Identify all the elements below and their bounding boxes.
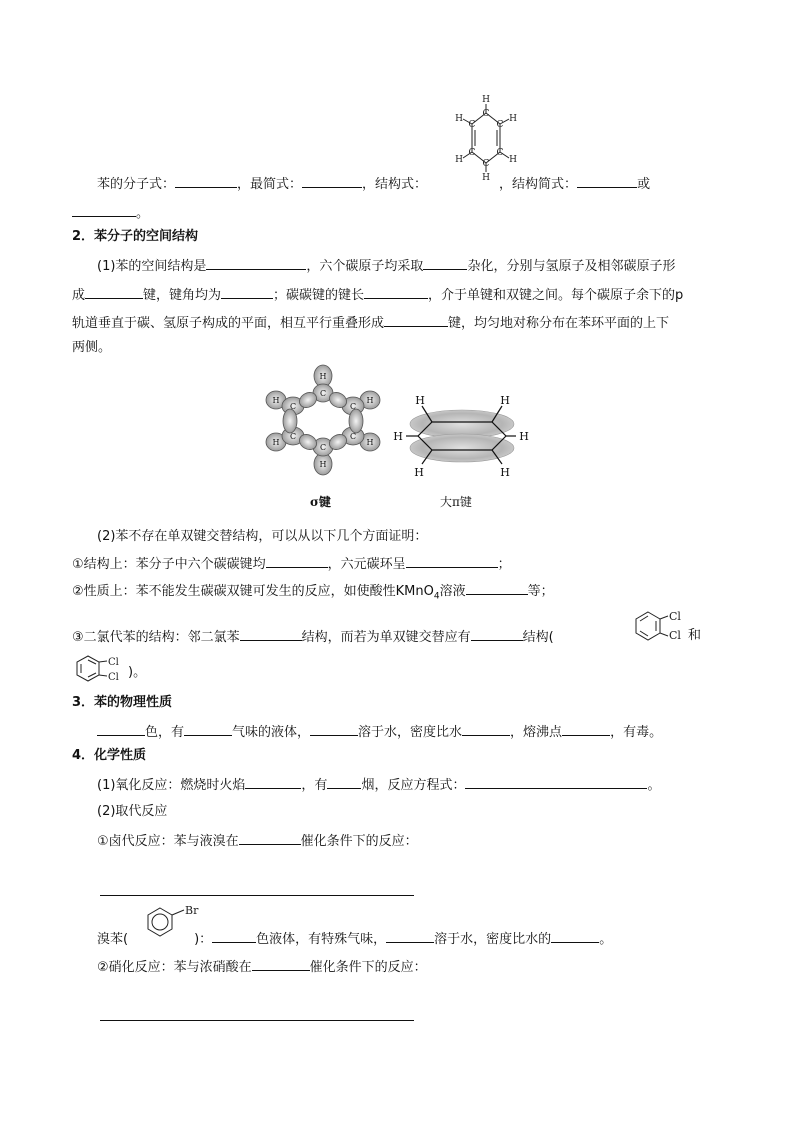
cl-label: Cl bbox=[108, 657, 119, 668]
atom-c: C bbox=[319, 443, 327, 452]
atom-h: H bbox=[455, 114, 463, 124]
paragraph bbox=[72, 626, 554, 648]
answer-blank[interactable] bbox=[239, 830, 301, 845]
answer-blank[interactable] bbox=[364, 284, 428, 299]
paragraph bbox=[97, 721, 662, 743]
text: 键，均匀地对称分布在苯环平面的上下 bbox=[448, 316, 670, 331]
answer-blank[interactable] bbox=[466, 580, 528, 595]
pi-bond-label: 大π键 bbox=[440, 495, 472, 509]
text: 轨道垂直于碳、氢原子构成的平面，相互平行重叠形成 bbox=[72, 316, 385, 331]
answer-blank[interactable] bbox=[465, 774, 647, 789]
cl-label: Cl bbox=[669, 610, 681, 623]
section-3-heading bbox=[72, 693, 172, 713]
atom-h: H bbox=[414, 466, 424, 479]
text: 两侧。 bbox=[72, 340, 112, 355]
text: ②性质上：苯不能发生碳碳双键可发生的反应，如使酸性KMnO bbox=[72, 584, 434, 599]
text: ，有 bbox=[301, 778, 328, 793]
answer-blank[interactable] bbox=[551, 928, 599, 943]
text: ，最简式： bbox=[237, 177, 303, 192]
cl-label: Cl bbox=[669, 629, 681, 642]
atom-h: H bbox=[509, 155, 517, 165]
text: (1)氧化反应：燃烧时火焰 bbox=[97, 778, 246, 793]
atom-h: H bbox=[366, 396, 374, 405]
text: (1)苯的空间结构是 bbox=[97, 259, 207, 274]
answer-blank[interactable] bbox=[423, 255, 467, 270]
text: 杂化，分别与氢原子及相邻碳原子形 bbox=[467, 259, 676, 274]
answer-blank[interactable] bbox=[245, 774, 301, 789]
atom-h: H bbox=[366, 438, 374, 447]
section-4-heading bbox=[72, 746, 146, 766]
section-number: 2． bbox=[72, 229, 95, 244]
text: 色，有 bbox=[145, 725, 185, 740]
section-title: 化学性质 bbox=[94, 748, 147, 763]
section-number: 4． bbox=[72, 748, 95, 763]
ortho-dichlorobenzene-alt-structure bbox=[72, 653, 130, 689]
answer-blank[interactable] bbox=[212, 928, 256, 943]
answer-blank[interactable] bbox=[252, 956, 310, 971]
answer-blank[interactable] bbox=[72, 202, 136, 217]
atom-c: C bbox=[289, 432, 297, 441]
atom-c: C bbox=[349, 402, 357, 411]
answer-blank[interactable] bbox=[562, 721, 610, 736]
atom-h: H bbox=[272, 396, 280, 405]
paragraph bbox=[97, 802, 167, 822]
text: ②硝化反应：苯与浓硝酸在 bbox=[97, 960, 252, 975]
text: )。 bbox=[128, 665, 147, 680]
text: 溶于水，密度比水 bbox=[358, 725, 463, 740]
text: (2)苯不存在单双键交替结构，可以从以下几个方面证明： bbox=[97, 529, 428, 544]
atom-c: C bbox=[349, 432, 357, 441]
text: )： bbox=[194, 932, 213, 947]
text: 成 bbox=[72, 288, 86, 303]
ortho-dichlorobenzene-structure bbox=[626, 608, 686, 652]
atom-h: H bbox=[482, 95, 490, 105]
paragraph bbox=[72, 580, 554, 607]
text: 溶液 bbox=[439, 584, 466, 599]
atom-h: H bbox=[272, 438, 280, 447]
paragraph bbox=[97, 255, 675, 277]
paragraph bbox=[97, 527, 427, 547]
atom-h: H bbox=[519, 430, 529, 443]
text: ，结构式： bbox=[362, 177, 428, 192]
text: 或 bbox=[637, 177, 651, 192]
text: ，有毒。 bbox=[610, 725, 663, 740]
pi-bond-figure bbox=[388, 386, 536, 482]
atom-c: C bbox=[482, 159, 490, 169]
text: ；碳碳键的键长 bbox=[273, 288, 365, 303]
text: ，六个碳原子均采取 bbox=[306, 259, 424, 274]
answer-blank[interactable] bbox=[386, 928, 434, 943]
text: 结构( bbox=[522, 630, 554, 645]
answer-blank[interactable] bbox=[85, 284, 143, 299]
answer-blank[interactable] bbox=[577, 173, 637, 188]
paragraph bbox=[97, 774, 660, 796]
text: ①结构上：苯分子中六个碳碳键均 bbox=[72, 557, 266, 572]
sigma-bond-label: σ键 bbox=[310, 495, 331, 509]
paragraph bbox=[72, 284, 683, 306]
answer-blank[interactable] bbox=[240, 626, 302, 641]
cl-label: Cl bbox=[108, 672, 119, 683]
text: 。 bbox=[136, 206, 150, 221]
text: (2)取代反应 bbox=[97, 804, 168, 819]
text: ，六元碳环呈 bbox=[327, 557, 406, 572]
atom-h: H bbox=[482, 173, 490, 183]
text: ； bbox=[497, 557, 511, 572]
sigma-bond-figure bbox=[262, 362, 384, 480]
text: ，结构简式： bbox=[499, 177, 578, 192]
paragraph bbox=[97, 956, 427, 978]
atom-h: H bbox=[500, 466, 510, 479]
paragraph bbox=[72, 553, 511, 575]
answer-blank[interactable] bbox=[384, 312, 448, 327]
text: 和 bbox=[688, 628, 702, 643]
text: ，介于单键和双键之间。每个碳原子余下的p bbox=[428, 288, 684, 303]
section-2-heading bbox=[72, 227, 198, 247]
answer-blank[interactable] bbox=[310, 721, 358, 736]
text: ③二氯代苯的结构：邻二氯苯 bbox=[72, 630, 240, 645]
atom-c: C bbox=[482, 109, 490, 119]
answer-line[interactable] bbox=[100, 1020, 414, 1021]
text: 溶于水，密度比水的 bbox=[434, 932, 552, 947]
text: 苯的分子式： bbox=[97, 177, 176, 192]
answer-blank[interactable] bbox=[97, 721, 145, 736]
text: 溴苯( bbox=[97, 932, 129, 947]
answer-blank[interactable] bbox=[302, 173, 362, 188]
atom-c: C bbox=[319, 389, 327, 398]
atom-c: C bbox=[496, 148, 504, 158]
text: 催化条件下的反应： bbox=[300, 834, 418, 849]
atom-h: H bbox=[500, 394, 510, 407]
text: 催化条件下的反应： bbox=[309, 960, 427, 975]
text: 烟，反应方程式： bbox=[361, 778, 466, 793]
answer-blank[interactable] bbox=[406, 553, 498, 568]
subscript: 4 bbox=[433, 591, 440, 602]
answer-blank[interactable] bbox=[206, 255, 306, 270]
section-title: 苯分子的空间结构 bbox=[94, 229, 199, 244]
answer-blank[interactable] bbox=[266, 553, 328, 568]
atom-h: H bbox=[415, 394, 425, 407]
atom-h: H bbox=[455, 155, 463, 165]
atom-c: C bbox=[468, 148, 476, 158]
atom-c: C bbox=[496, 120, 504, 130]
answer-blank[interactable] bbox=[471, 626, 523, 641]
section-number: 3． bbox=[72, 695, 95, 710]
text: 色液体，有特殊气味， bbox=[256, 932, 387, 947]
formula-line-2 bbox=[72, 202, 149, 224]
answer-blank[interactable] bbox=[184, 721, 232, 736]
answer-blank[interactable] bbox=[327, 774, 361, 789]
answer-blank[interactable] bbox=[221, 284, 273, 299]
text: ①卤代反应：苯与液溴在 bbox=[97, 834, 239, 849]
atom-h: H bbox=[319, 372, 327, 381]
paragraph bbox=[72, 312, 669, 334]
atom-h: H bbox=[393, 430, 403, 443]
answer-blank[interactable] bbox=[175, 173, 237, 188]
text: 等； bbox=[527, 584, 554, 599]
text: 结构，而若为单双键交替应有 bbox=[301, 630, 471, 645]
text: 键，键角均为 bbox=[143, 288, 222, 303]
paragraph bbox=[97, 830, 418, 852]
br-label: Br bbox=[185, 904, 199, 917]
paragraph bbox=[72, 338, 111, 358]
text: 。 bbox=[647, 778, 661, 793]
text: ，熔沸点 bbox=[510, 725, 563, 740]
atom-c: C bbox=[289, 402, 297, 411]
atom-c: C bbox=[468, 120, 476, 130]
text: 。 bbox=[599, 932, 613, 947]
section-title: 苯的物理性质 bbox=[94, 695, 173, 710]
answer-blank[interactable] bbox=[462, 721, 510, 736]
atom-h: H bbox=[319, 460, 327, 469]
formula-line bbox=[97, 173, 650, 195]
paragraph bbox=[97, 928, 612, 950]
atom-h: H bbox=[509, 114, 517, 124]
answer-line[interactable] bbox=[100, 895, 414, 896]
text: 气味的液体， bbox=[232, 725, 311, 740]
